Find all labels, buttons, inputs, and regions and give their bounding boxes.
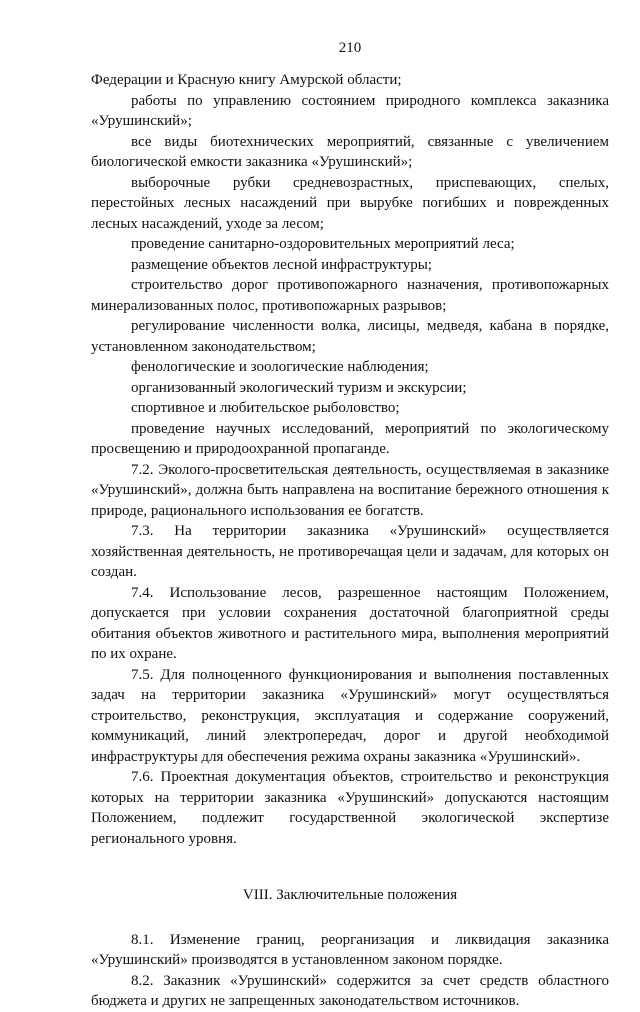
paragraph: 7.2. Эколого-просветительская деятельность, осуществляемая в заказнике «Урушинский», должна быть направлена на воспитание бережного отношения к природе, рационального использования ее богатств. <box>91 461 609 519</box>
paragraph: 7.3. На территории заказника «Урушинский» осуществляется хозяйственная деятельность, не противоречащая цели и задачам, для которых он создан. <box>91 523 609 580</box>
paragraph: выборочные рубки средневозрастных, приспевающих, спелых, перестойных лесных насаждений при вырубке погибших и поврежденных лесных насаждений, уходе за лесом; <box>91 174 609 232</box>
document-page <box>91 38 609 1012</box>
page-number: 210 <box>338 40 362 56</box>
body-text-top <box>91 70 609 849</box>
paragraph: 7.6. Проектная документация объектов, строительство и реконструкция которых на территории заказника «Урушинский» допускаются настоящим Положением, подлежит государственной экологической экспертизе регионального уровня. <box>91 769 609 847</box>
paragraph: 8.1. Изменение границ, реорганизация и ликвидация заказника «Урушинский» производятся в установленном законом порядке. <box>91 931 609 968</box>
paragraph: 7.5. Для полноценного функционирования и выполнения поставленных задач на территории заказника «Урушинский» могут осуществляться строительство, реконструкция, эксплуатация и содержание сооружений, коммуникаций, линий электропередач, дорог и другой необходимой инфраструктуры для обеспечения режима охраны заказника «Урушинский». <box>91 666 609 765</box>
paragraph: размещение объектов лесной инфраструктуры; <box>131 256 432 273</box>
paragraph: строительство дорог противопожарного назначения, противопожарных минерализованных полос, противопожарных разрывов; <box>91 277 609 314</box>
paragraph: работы по управлению состоянием природного комплекса заказника «Урушинский»; <box>91 92 609 129</box>
paragraph: 7.4. Использование лесов, разрешенное настоящим Положением, допускается при условии сохранения достаточной благоприятной среды обитания объектов животного и растительного мира, выполнения мероприятий по их охране. <box>91 584 609 662</box>
paragraph: проведение научных исследований, мероприятий по экологическому просвещению и природоохранной пропаганде. <box>91 420 609 457</box>
paragraph: Федерации и Красную книгу Амурской области; <box>91 72 402 88</box>
paragraph: спортивное и любительское рыболовство; <box>131 400 400 416</box>
paragraph: все виды биотехнических мероприятий, связанные с увеличением биологической емкости заказника «Урушинский»; <box>91 133 609 170</box>
paragraph: регулирование численности волка, лисицы, медведя, кабана в порядке, установленном законодательством; <box>91 318 609 355</box>
section-title: VIII. Заключительные положения <box>242 887 458 903</box>
paragraph: фенологические и зоологические наблюдения; <box>131 359 429 375</box>
paragraph: организованный экологический туризм и экскурсии; <box>131 379 467 396</box>
body-text-bottom <box>91 930 609 1012</box>
paragraph: 8.2. Заказник «Урушинский» содержится за счет средств областного бюджета и других не запрещенных законодательством источников. <box>91 972 609 1009</box>
paragraph: проведение санитарно-оздоровительных мероприятий леса; <box>131 236 515 252</box>
